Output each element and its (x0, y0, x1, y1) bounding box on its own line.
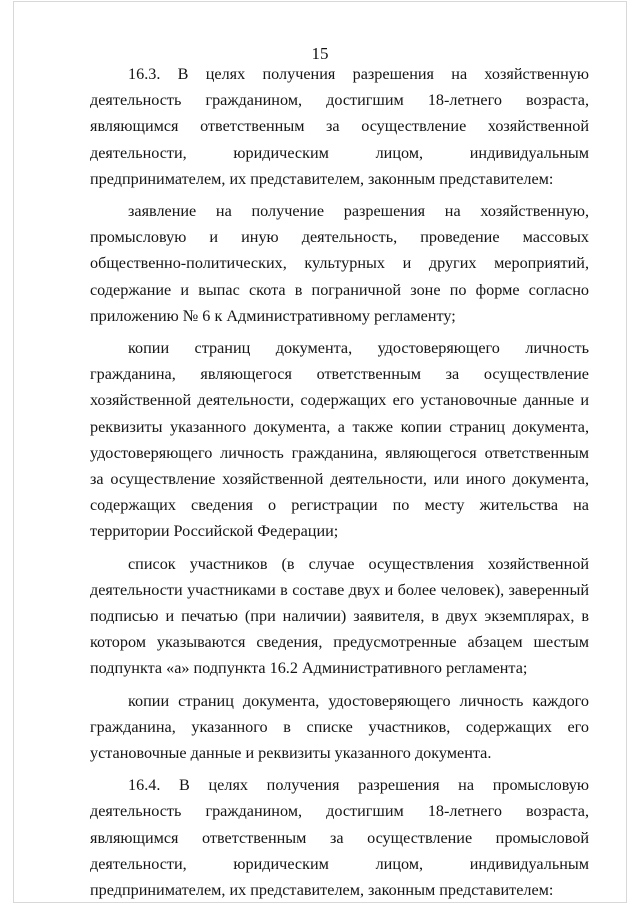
paragraph-16-3-intro: 16.3. В целях получения разрешения на хозяйственную деятельность гражданином, достигшим 18-летнего возраста, являющимся ответственным за осуществление хозяйственной деятельности, юридическим лицом, индивидуальным предпринимателем, их представителем, законным представителем: (90, 65, 589, 188)
paragraph-participant-id-copies: копии страниц документа, удостоверяющего личность каждого гражданина, указанного в списке участников, содержащих его установочные данные и реквизиты указанного документа. (90, 691, 589, 763)
paragraph-participants-list: список участников (в случае осуществления хозяйственной деятельности участниками в составе двух и более человек), заверенный подписью и печатью (при наличии) заявителя, в двух экземплярах, в котором указываются сведения, предусмотренные абзацем шестым подпункта «а» подпункта 16.2 Административного регламента; (90, 554, 589, 678)
document-body (90, 61, 589, 903)
paragraph-application-form: заявление на получение разрешения на хозяйственную, промысловую и иную деятельность, проведение массовых общественно-политических, культурных и других мероприятий, содержание и выпас скота в пограничной зоне по форме согласно приложению № 6 к Административному регламенту; (90, 202, 589, 325)
paragraph-16-4-intro: 16.4. В целях получения разрешения на промысловую деятельность гражданином, достигшим 18-летнего возраста, являющимся ответственным за осуществление промысловой деятельности, юридическим лицом, индивидуальным предпринимателем, их представителем, законным представителем: (90, 776, 589, 900)
page-number: 15 (311, 44, 329, 63)
paragraph-responsible-person-id-copies: копии страниц документа, удостоверяющего личность гражданина, являющегося ответственным за осуществление хозяйственной деятельности, содержащих его установочные данные и реквизиты указанного документа, а также копии страниц документа, удостоверяющего личность гражданина, являющегося ответственным за осуществление хозяйственной деятельности, или иного документа, содержащих сведения о регистрации по месту жительства на территории Российской Федерации; (90, 339, 589, 541)
